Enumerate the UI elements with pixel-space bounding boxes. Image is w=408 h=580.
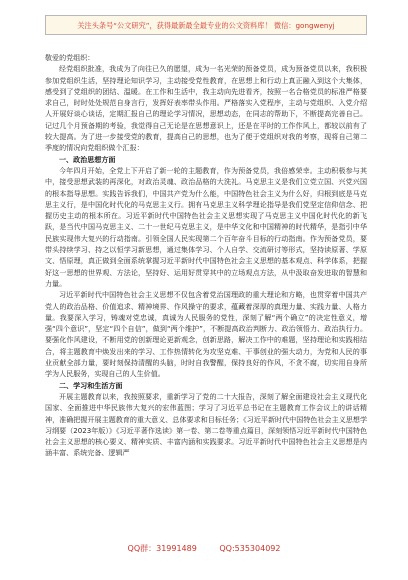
- qq-number-text: QQ:535304092: [219, 544, 281, 553]
- contact-footer: [0, 543, 408, 554]
- salutation: 敬爱的党组织：: [45, 53, 95, 62]
- intro-paragraph: 经党组织批准，我成为了向往已久的愿望，成为一名光荣的预备党员，成为预备党员以来，我积极参加党组织生活，坚持理论知识学习，主动接受党性教育，在思想上和行动上真正融入到这个大集体，感受到了党组织的团结、温暖。在工作和生活中，我主动向先进看齐，按照一名合格党员的标准严格要求自己，时时处处规范自身言行，发挥好表率带头作用。严格落实入党程序，主动与党组织、入党介绍人开展好谈心谈话，定期汇报自己的理论学习情况，思想动态，在同志的帮助下，不断提高完善自己。记过几个月预备期的考验，我觉得自己无论是在思想意识上，还是在平时的工作作风上，都较以前有了较大提高。为了进一步接受党的教育，提高自己的思想，也为了便于党组织对我的考察，现将自己第二季度的情况向党组织做个汇报：: [45, 64, 367, 153]
- section-heading-study-life: 二、学习和生活方面: [59, 380, 123, 390]
- section-heading-politics: 一、政治思想方面: [59, 154, 116, 164]
- qq-group-text: QQ群：31991489: [127, 544, 197, 553]
- study-life-paragraph-1: 开展主题教育以来，我按照要求，重新学习了党的二十大报告，深刻了解全面建设社会主义现代化国家、全面推进中华民族伟大复兴的宏伟蓝图；学习了习近平总书记在主题教育工作会议上的讲话精神，准确把握开展主题教育的重大意义、总体要求和目标任务；《习近平新时代中国特色社会主义思想学习纲要（2023年版）》《习近平著作选读》第一卷、第二卷等重点篇目，深刻领悟习近平新时代中国特色社会主义思想的核心要义、精神实质、丰富内涵和实践要求。习近平新时代中国特色社会主义思想是内涵丰富、系统完备、逻辑严: [45, 391, 367, 458]
- politics-paragraph-2: 习近平新时代中国特色社会主义思想不仅包含着党治国理政的重大理论和方略，也贯穿着中国共产党人的政治品格、价值追求、精神境界、作风操守的要求，蕴藏着深厚的真理力量、实践力量、人格力量。我要深入学习，铸魂对党忠诚，真诚为人民服务的党性，深刻了解“两个确立”的决定性意义，增强“四个意识”，坚定“四个自信”，做到“两个维护”，不断提高政治判断力、政治领悟力、政治执行力。要强化作风建设，不断用党的创新理论更新观念，创新思路，解决工作中的难题，坚持理论和实践相结合，将主题教育中焕发出来的学习、工作热情转化为攻坚克难、干事创业的强大动力，为党和人民的事业贡献全部力量，要时刻保持清醒的头脑，时时自我警醒，保持良好的作风，不贪不腐，切实用自身所学为人民服务，实现自己的人生价值。: [45, 290, 367, 379]
- document-body: [45, 52, 367, 526]
- politics-paragraph-1: 今年四月开始，全党上下开启了新一轮的主题教育，作为预备党员，我倍感荣幸。主动积极参与其中，接受思想武装的再深化，对政治灵魂、政治品格的大洗礼。马克思主义是我们立党立国、兴党兴国的根本指导思想。实践告诉我们，中国共产党为什么能，中国特色社会主义为什么好，归根到底是马克思主义行，是中国化时代化的马克思主义行。拥有马克思主义科学理论指导是我们党坚定信仰信念、把握历史主动的根本所在。习近平新时代中国特色社会主义思想实现了马克思主义中国化时代化的新飞跃，是当代中国马克思主义、二十一世纪马克思主义，是中华文化和中国精神的时代精华，是指引中华民族实现伟大复兴的行动指南。引领全国人民实现第二个百年奋斗目标的行动指南。作为预备党员，要带头持续学习、持之以恒学习新思想，通过集体学习、个人自学、交流研讨等形式，坚持读原著、学原文、悟原理，真正做到全面系统掌握习近平新时代中国特色社会主义思想的基本观点、科学体系，把握好这一思想的世界观、方法论，坚持好、运用好贯穿其中的立场观点方法，从中汲取奋发进取的智慧和力量。: [45, 165, 367, 288]
- top-banner: 关注头条号“公文研究”，获得最新最全最专业的公文资料库！ 微信：gongwenyj: [45, 15, 367, 35]
